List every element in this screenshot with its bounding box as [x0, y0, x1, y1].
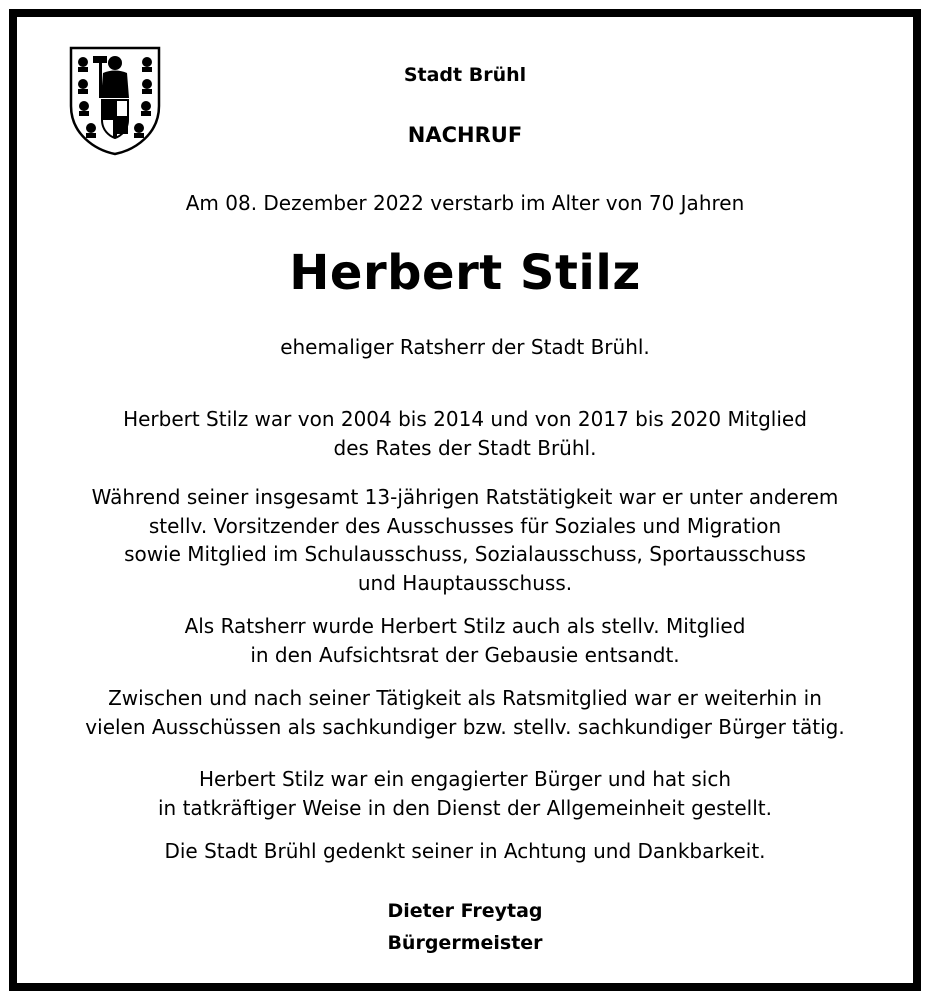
- obituary-frame: [9, 9, 921, 991]
- paragraph-line: Als Ratsherr wurde Herbert Stilz auch als stellv. Mitglied: [184, 614, 746, 638]
- paragraph-line: des Rates der Stadt Brühl.: [333, 435, 597, 460]
- paragraph-line: und Hauptausschuss.: [357, 570, 573, 595]
- signatory-name: Dieter Freytag: [387, 900, 543, 922]
- death-announcement: Am 08. Dezember 2022 verstarb im Alter von 70 Jahren: [185, 191, 745, 215]
- paragraph-engagement: [17, 765, 913, 822]
- page-title: NACHRUF: [407, 123, 523, 147]
- paragraph-expert-citizen: [17, 684, 913, 741]
- signatory-title: Bürgermeister: [387, 932, 543, 954]
- paragraph-line: Herbert Stilz war von 2004 bis 2014 und von 2017 bis 2020 Mitglied: [123, 407, 807, 431]
- paragraph-line: Während seiner insgesamt 13-jährigen Ratstätigkeit war er unter anderem: [91, 485, 839, 509]
- paragraph-line: in den Aufsichtsrat der Gebausie entsandt.: [250, 642, 680, 667]
- paragraph-remembrance: [17, 837, 913, 866]
- paragraph-membership: [17, 405, 913, 462]
- paragraph-supervisory-board: [17, 612, 913, 669]
- paragraph-line: vielen Ausschüssen als sachkundiger bzw. stellv. sachkundiger Bürger tätig.: [85, 714, 845, 739]
- paragraph-line: sowie Mitglied im Schulausschuss, Sozialausschuss, Sportausschuss: [124, 542, 806, 566]
- paragraph-line: Die Stadt Brühl gedenkt seiner in Achtung und Dankbarkeit.: [164, 839, 766, 863]
- paragraph-committees: [17, 483, 913, 597]
- city-name: Stadt Brühl: [403, 64, 527, 86]
- paragraph-line: stellv. Vorsitzender des Ausschusses für Soziales und Migration: [148, 513, 782, 538]
- deceased-role: ehemaliger Ratsherr der Stadt Brühl.: [280, 335, 650, 359]
- deceased-name: Herbert Stilz: [289, 245, 641, 301]
- paragraph-line: Herbert Stilz war ein engagierter Bürger und hat sich: [198, 767, 732, 791]
- paragraph-line: Zwischen und nach seiner Tätigkeit als Ratsmitglied war er weiterhin in: [108, 686, 822, 710]
- paragraph-line: in tatkräftiger Weise in den Dienst der Allgemeinheit gestellt.: [158, 795, 772, 820]
